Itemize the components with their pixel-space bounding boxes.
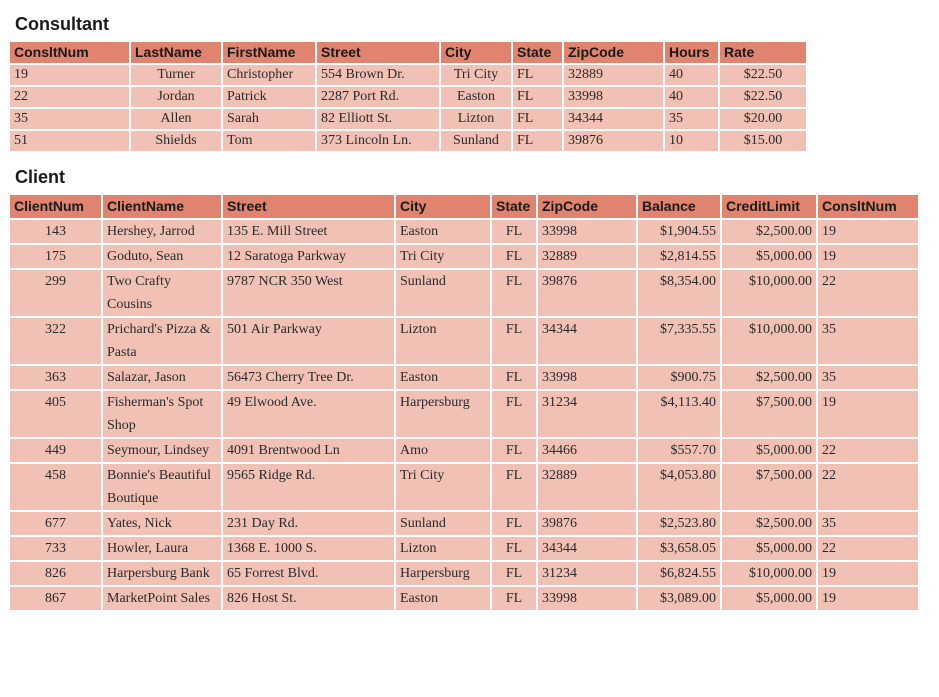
cell-city: Tri City [440, 64, 512, 86]
cell-clientname: Howler, Laura [102, 536, 222, 561]
cell-city: Harpersburg [395, 561, 491, 586]
cell-clientnum: 867 [10, 586, 102, 611]
column-header-zipcode: ZipCode [563, 42, 664, 64]
client-table [10, 195, 918, 612]
cell-zipcode: 32889 [537, 463, 637, 511]
cell-city: Lizton [440, 108, 512, 130]
cell-city: Lizton [395, 317, 491, 365]
cell-clientname: MarketPoint Sales [102, 586, 222, 611]
cell-city: Easton [395, 365, 491, 390]
cell-zipcode: 33998 [537, 219, 637, 244]
cell-consltnum: 22 [817, 536, 918, 561]
cell-creditlimit: $2,500.00 [721, 365, 817, 390]
cell-clientnum: 458 [10, 463, 102, 511]
cell-zipcode: 33998 [537, 586, 637, 611]
column-header-clientname: ClientName [102, 195, 222, 219]
cell-creditlimit: $5,000.00 [721, 586, 817, 611]
cell-clientnum: 175 [10, 244, 102, 269]
table-row [10, 244, 918, 269]
cell-city: Easton [395, 586, 491, 611]
cell-firstname: Patrick [222, 86, 316, 108]
cell-consltnum: 22 [817, 463, 918, 511]
client-header [10, 195, 918, 219]
cell-state: FL [512, 108, 563, 130]
cell-creditlimit: $2,500.00 [721, 219, 817, 244]
cell-city: Tri City [395, 463, 491, 511]
consultant-body [10, 64, 806, 152]
cell-state: FL [512, 86, 563, 108]
cell-consltnum: 19 [817, 244, 918, 269]
table-row [10, 108, 806, 130]
cell-firstname: Christopher [222, 64, 316, 86]
cell-zipcode: 34466 [537, 438, 637, 463]
column-header-state: State [512, 42, 563, 64]
cell-state: FL [512, 64, 563, 86]
table-row [10, 365, 918, 390]
cell-city: Easton [440, 86, 512, 108]
cell-street: 1368 E. 1000 S. [222, 536, 395, 561]
cell-creditlimit: $5,000.00 [721, 438, 817, 463]
table-row [10, 130, 806, 152]
table-row [10, 511, 918, 536]
cell-balance: $3,658.05 [637, 536, 721, 561]
table-row [10, 536, 918, 561]
column-header-firstname: FirstName [222, 42, 316, 64]
consultant-header-row [10, 42, 806, 64]
cell-clientname: Harpersburg Bank [102, 561, 222, 586]
cell-state: FL [491, 269, 537, 317]
cell-clientname: Yates, Nick [102, 511, 222, 536]
cell-consltnum: 35 [817, 511, 918, 536]
cell-city: Sunland [395, 511, 491, 536]
cell-rate: $15.00 [719, 130, 806, 152]
cell-zipcode: 33998 [563, 86, 664, 108]
cell-hours: 40 [664, 86, 719, 108]
table-row [10, 317, 918, 365]
cell-city: Lizton [395, 536, 491, 561]
table-row [10, 86, 806, 108]
cell-rate: $22.50 [719, 64, 806, 86]
cell-balance: $7,335.55 [637, 317, 721, 365]
cell-street: 65 Forrest Blvd. [222, 561, 395, 586]
cell-state: FL [491, 536, 537, 561]
cell-state: FL [491, 438, 537, 463]
cell-state: FL [491, 317, 537, 365]
cell-street: 9787 NCR 350 West [222, 269, 395, 317]
cell-state: FL [491, 463, 537, 511]
cell-hours: 10 [664, 130, 719, 152]
client-header-row [10, 195, 918, 219]
column-header-rate: Rate [719, 42, 806, 64]
column-header-city: City [395, 195, 491, 219]
cell-consltnum: 35 [817, 365, 918, 390]
cell-city: Sunland [395, 269, 491, 317]
cell-clientname: Two Crafty Cousins [102, 269, 222, 317]
cell-hours: 35 [664, 108, 719, 130]
cell-street: 231 Day Rd. [222, 511, 395, 536]
cell-consltnum: 19 [817, 586, 918, 611]
cell-clientname: Prichard's Pizza & Pasta [102, 317, 222, 365]
table-row [10, 586, 918, 611]
cell-state: FL [491, 390, 537, 438]
cell-consltnum: 22 [817, 438, 918, 463]
cell-balance: $1,904.55 [637, 219, 721, 244]
cell-creditlimit: $7,500.00 [721, 390, 817, 438]
cell-city: Sunland [440, 130, 512, 152]
cell-rate: $22.50 [719, 86, 806, 108]
cell-clientnum: 449 [10, 438, 102, 463]
cell-city: Tri City [395, 244, 491, 269]
column-header-zipcode: ZipCode [537, 195, 637, 219]
column-header-state: State [491, 195, 537, 219]
cell-clientname: Seymour, Lindsey [102, 438, 222, 463]
cell-lastname: Allen [130, 108, 222, 130]
column-header-consltnum: ConsltNum [817, 195, 918, 219]
cell-firstname: Sarah [222, 108, 316, 130]
cell-state: FL [491, 244, 537, 269]
cell-consltnum: 35 [10, 108, 130, 130]
cell-creditlimit: $5,000.00 [721, 536, 817, 561]
cell-street: 12 Saratoga Parkway [222, 244, 395, 269]
cell-zipcode: 34344 [537, 317, 637, 365]
cell-clientnum: 299 [10, 269, 102, 317]
cell-street: 501 Air Parkway [222, 317, 395, 365]
column-header-city: City [440, 42, 512, 64]
table-row [10, 561, 918, 586]
cell-balance: $6,824.55 [637, 561, 721, 586]
cell-balance: $557.70 [637, 438, 721, 463]
cell-city: Amo [395, 438, 491, 463]
column-header-clientnum: ClientNum [10, 195, 102, 219]
cell-clientname: Salazar, Jason [102, 365, 222, 390]
cell-consltnum: 22 [817, 269, 918, 317]
cell-zipcode: 39876 [563, 130, 664, 152]
cell-consltnum: 19 [817, 561, 918, 586]
cell-consltnum: 19 [817, 390, 918, 438]
consultant-title: Consultant [15, 14, 109, 34]
cell-consltnum: 19 [10, 64, 130, 86]
cell-zipcode: 39876 [537, 511, 637, 536]
cell-clientnum: 405 [10, 390, 102, 438]
cell-lastname: Shields [130, 130, 222, 152]
cell-balance: $4,053.80 [637, 463, 721, 511]
consultant-header [10, 42, 806, 64]
cell-city: Easton [395, 219, 491, 244]
column-header-lastname: LastName [130, 42, 222, 64]
table-row [10, 64, 806, 86]
cell-creditlimit: $10,000.00 [721, 269, 817, 317]
cell-clientname: Fisherman's Spot Shop [102, 390, 222, 438]
consultant-table [10, 42, 806, 153]
cell-balance: $2,814.55 [637, 244, 721, 269]
cell-zipcode: 32889 [537, 244, 637, 269]
cell-street: 826 Host St. [222, 586, 395, 611]
cell-clientnum: 677 [10, 511, 102, 536]
cell-consltnum: 19 [817, 219, 918, 244]
cell-hours: 40 [664, 64, 719, 86]
table-row [10, 219, 918, 244]
cell-street: 9565 Ridge Rd. [222, 463, 395, 511]
client-title: Client [15, 167, 66, 187]
cell-balance: $3,089.00 [637, 586, 721, 611]
cell-clientnum: 826 [10, 561, 102, 586]
column-header-creditlimit: CreditLimit [721, 195, 817, 219]
cell-lastname: Turner [130, 64, 222, 86]
table-row [10, 269, 918, 317]
cell-clientname: Goduto, Sean [102, 244, 222, 269]
cell-consltnum: 35 [817, 317, 918, 365]
cell-state: FL [491, 586, 537, 611]
cell-creditlimit: $2,500.00 [721, 511, 817, 536]
cell-firstname: Tom [222, 130, 316, 152]
cell-creditlimit: $10,000.00 [721, 561, 817, 586]
cell-lastname: Jordan [130, 86, 222, 108]
cell-city: Harpersburg [395, 390, 491, 438]
cell-zipcode: 34344 [537, 536, 637, 561]
cell-clientnum: 733 [10, 536, 102, 561]
cell-street: 373 Lincoln Ln. [316, 130, 440, 152]
cell-street: 56473 Cherry Tree Dr. [222, 365, 395, 390]
cell-balance: $900.75 [637, 365, 721, 390]
cell-creditlimit: $10,000.00 [721, 317, 817, 365]
table-row [10, 463, 918, 511]
cell-street: 554 Brown Dr. [316, 64, 440, 86]
table-row [10, 390, 918, 438]
cell-balance: $2,523.80 [637, 511, 721, 536]
cell-state: FL [491, 511, 537, 536]
cell-zipcode: 31234 [537, 561, 637, 586]
cell-clientname: Hershey, Jarrod [102, 219, 222, 244]
cell-consltnum: 51 [10, 130, 130, 152]
cell-balance: $8,354.00 [637, 269, 721, 317]
column-header-street: Street [316, 42, 440, 64]
column-header-street: Street [222, 195, 395, 219]
cell-street: 4091 Brentwood Ln [222, 438, 395, 463]
cell-clientnum: 363 [10, 365, 102, 390]
cell-state: FL [491, 219, 537, 244]
cell-street: 135 E. Mill Street [222, 219, 395, 244]
cell-state: FL [491, 365, 537, 390]
cell-street: 2287 Port Rd. [316, 86, 440, 108]
cell-zipcode: 33998 [537, 365, 637, 390]
column-header-hours: Hours [664, 42, 719, 64]
cell-rate: $20.00 [719, 108, 806, 130]
cell-state: FL [512, 130, 563, 152]
cell-creditlimit: $7,500.00 [721, 463, 817, 511]
cell-zipcode: 32889 [563, 64, 664, 86]
cell-balance: $4,113.40 [637, 390, 721, 438]
cell-state: FL [491, 561, 537, 586]
cell-zipcode: 39876 [537, 269, 637, 317]
column-header-consltnum: ConsltNum [10, 42, 130, 64]
cell-clientnum: 143 [10, 219, 102, 244]
cell-creditlimit: $5,000.00 [721, 244, 817, 269]
client-body [10, 219, 918, 611]
cell-street: 82 Elliott St. [316, 108, 440, 130]
cell-zipcode: 31234 [537, 390, 637, 438]
cell-clientname: Bonnie's Beautiful Boutique [102, 463, 222, 511]
cell-street: 49 Elwood Ave. [222, 390, 395, 438]
cell-consltnum: 22 [10, 86, 130, 108]
column-header-balance: Balance [637, 195, 721, 219]
cell-zipcode: 34344 [563, 108, 664, 130]
table-row [10, 438, 918, 463]
cell-clientnum: 322 [10, 317, 102, 365]
